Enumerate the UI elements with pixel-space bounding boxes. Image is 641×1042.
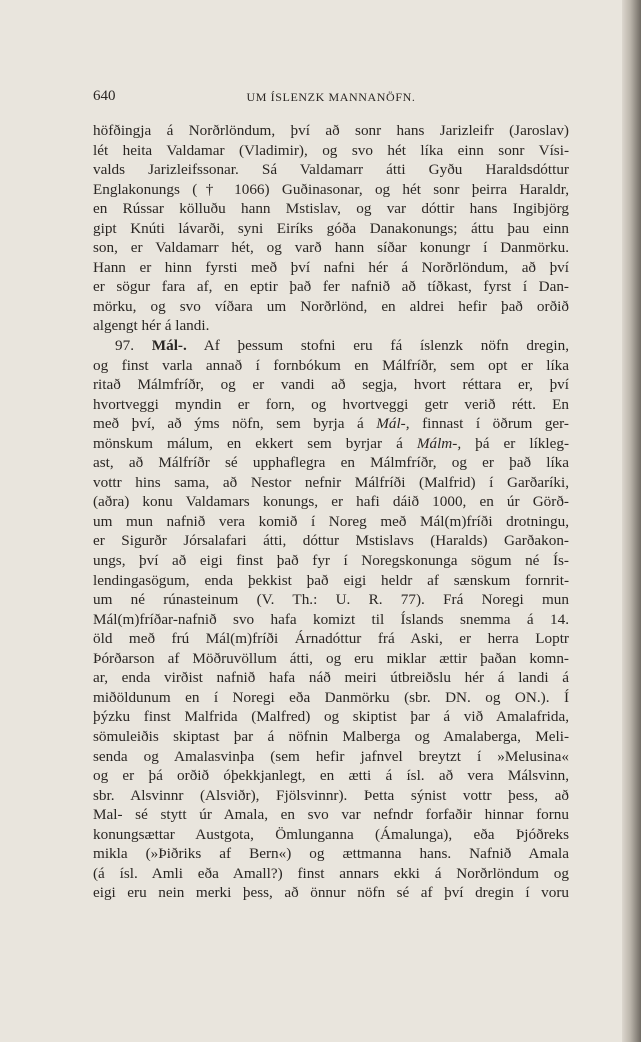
section-heading-line: [93, 336, 569, 356]
text-fragment: finnast í öðrum ger-: [409, 415, 569, 433]
text-line: Þórðarson af Möðruvöllum átti, og eru miklar ættir þaðan komn-: [93, 649, 569, 667]
text-line: um né rúnasteinum (V. Th.: U. R. 77). Frá Noregi mun: [93, 591, 569, 609]
text-line: sömuleiðis skiptast þar á nöfnin Malberga og Amalaberga, Meli-: [93, 727, 569, 745]
text-line: (aðra) konu Valdamars konungs, er hafi dáið 1000, en úr Görð-: [93, 493, 569, 511]
text-line: vottr hins sama, að Nestor nefnir Málfríði (Malfrid) í Garðaríki,: [93, 473, 569, 491]
text-line: lét heita Valdamar (Vladimir), og svo hét líka einn sonr Vísi-: [93, 141, 569, 159]
text-line: hvortveggi myndin er forn, og hvortveggi getr verið rétt. En: [93, 395, 569, 413]
text-line: mörku, og svo víðara um Norðrlönd, en aldrei hefir það orðið: [93, 297, 569, 315]
text-fragment: mönskum málum, en ekkert sem byrjar á: [93, 434, 417, 452]
text-line: lendingasögum, enda þekkist það eigi heldr af sænskum fornrit-: [93, 571, 569, 589]
text-line: gipt Knúti lávarði, syni Eiríks góða Danakonungs; áttu þau einn: [93, 219, 569, 237]
text-line: Englakonungs († 1066) Guðinasonar, og hét sonr þeirra Haraldr,: [93, 180, 569, 198]
text-line: og finst varla annað í fornbókum en Málfríðr, sem opt er líka: [93, 356, 569, 374]
text-line: höfðingja á Norðrlöndum, því að sonr hans Jarizleifr (Jaroslav): [93, 122, 569, 139]
page-edge-shadow: [622, 0, 641, 1042]
italic-term: Málm-,: [416, 434, 462, 452]
text-fragment: með því, að ýms nöfn, sem byrja á: [93, 415, 377, 433]
text-line: ast, að Málfríðr sé upphaflegra en Málmfríðr, og er það líka: [93, 454, 569, 472]
running-title: UM ÍSLENZK MANNANÖFN.: [246, 90, 416, 104]
text-line: þýzku finst Malfrida (Malfred) og skiptist þar á við Amalafrida,: [93, 708, 569, 726]
text-line: mikla (»Þiðriks af Bern«) og ættmanna hans. Nafnið Amala: [93, 845, 569, 863]
text-line: Mal- sé stytt úr Amala, en svo var nefndr forfaðir hinnar fornu: [93, 806, 569, 824]
text-line: um mun nafnið vera komið í Noreg með Mál(m)fríði drotningu,: [93, 512, 569, 530]
text-line: miðöldunum en í Noregi eða Danmörku (sbr. DN. og ON.). Í: [93, 688, 569, 706]
text-line: Hann er hinn fyrsti með því nafni hér á Norðrlöndum, að því: [93, 258, 569, 276]
text-line: er Sigurðr Jórsalafari átti, dóttur Mstislavs (Haralds) Garðakon-: [93, 532, 569, 550]
text-line: og er þá orðið óþekkjanlegt, en ætti á ísl. að vera Málsvinn,: [93, 767, 569, 785]
page-header: [93, 88, 569, 108]
text-line: senda og Amalasvinþa (sem hefir jafnvel breytzt í »Melusina«: [93, 747, 569, 765]
body-text: [93, 121, 569, 903]
text-line: son, er Valdamarr hét, og varð hann síðar konungr í Danmörku.: [93, 239, 569, 257]
section-number: 97.: [115, 337, 134, 355]
text-line: ar, enda virðist nafnið hafa náð meiri útbreiðslu hér á landi á: [93, 669, 569, 687]
page-number: 640: [93, 88, 116, 104]
text-line: en Rússar kölluðu hann Mstislav, og var dóttir hans Ingibjörg: [93, 200, 569, 218]
text-line: öld með frú Mál(m)fríði Árnadóttur frá Aski, er herra Loptr: [93, 630, 569, 648]
paragraph-continuation: [93, 453, 569, 903]
section-headword: Mál-.: [151, 337, 187, 355]
text-fragment: þá er líkleg-: [461, 434, 570, 452]
text-line: konungsættar Austgota, Ömlunganna (Ámalunga), eða Þjóðreks: [93, 825, 569, 843]
text-line-mixed: [93, 414, 569, 434]
text-line: valds Jarizleifssonar. Sá Valdamarr átti Gyðu Haraldsdóttur: [93, 161, 569, 179]
text-line-mixed: [93, 434, 569, 454]
text-fragment: Af þessum stofni eru fá íslenzk nöfn dregin,: [203, 337, 570, 355]
text-line: ungs, því að eigi finst það fyr í Noregskonunga sögum né Ís-: [93, 552, 569, 570]
text-line: (á ísl. Amli eða Amall?) finst annars ekki á Norðrlöndum og: [93, 864, 569, 882]
text-line: ritað Málmfríðr, og er vandi að segja, hvort réttara er, því: [93, 376, 569, 394]
text-line: Mál(m)fríðar-nafnið svo hafa komizt til Íslands snemma á 14.: [93, 610, 569, 628]
text-line: sbr. Alsvinnr (Alsviðr), Fjölsvinnr). Þetta sýnist vottr þess, að: [93, 786, 569, 804]
text-line: algengt hér á landi.: [93, 317, 210, 335]
text-line: eigi eru nein merki þess, að önnur nöfn sé af því dregin í voru: [93, 884, 569, 902]
italic-term: Mál-,: [376, 415, 410, 433]
text-line: er sögur fara af, en eptir það fer nafnið að tíðkast, fyrst í Dan-: [93, 278, 569, 296]
